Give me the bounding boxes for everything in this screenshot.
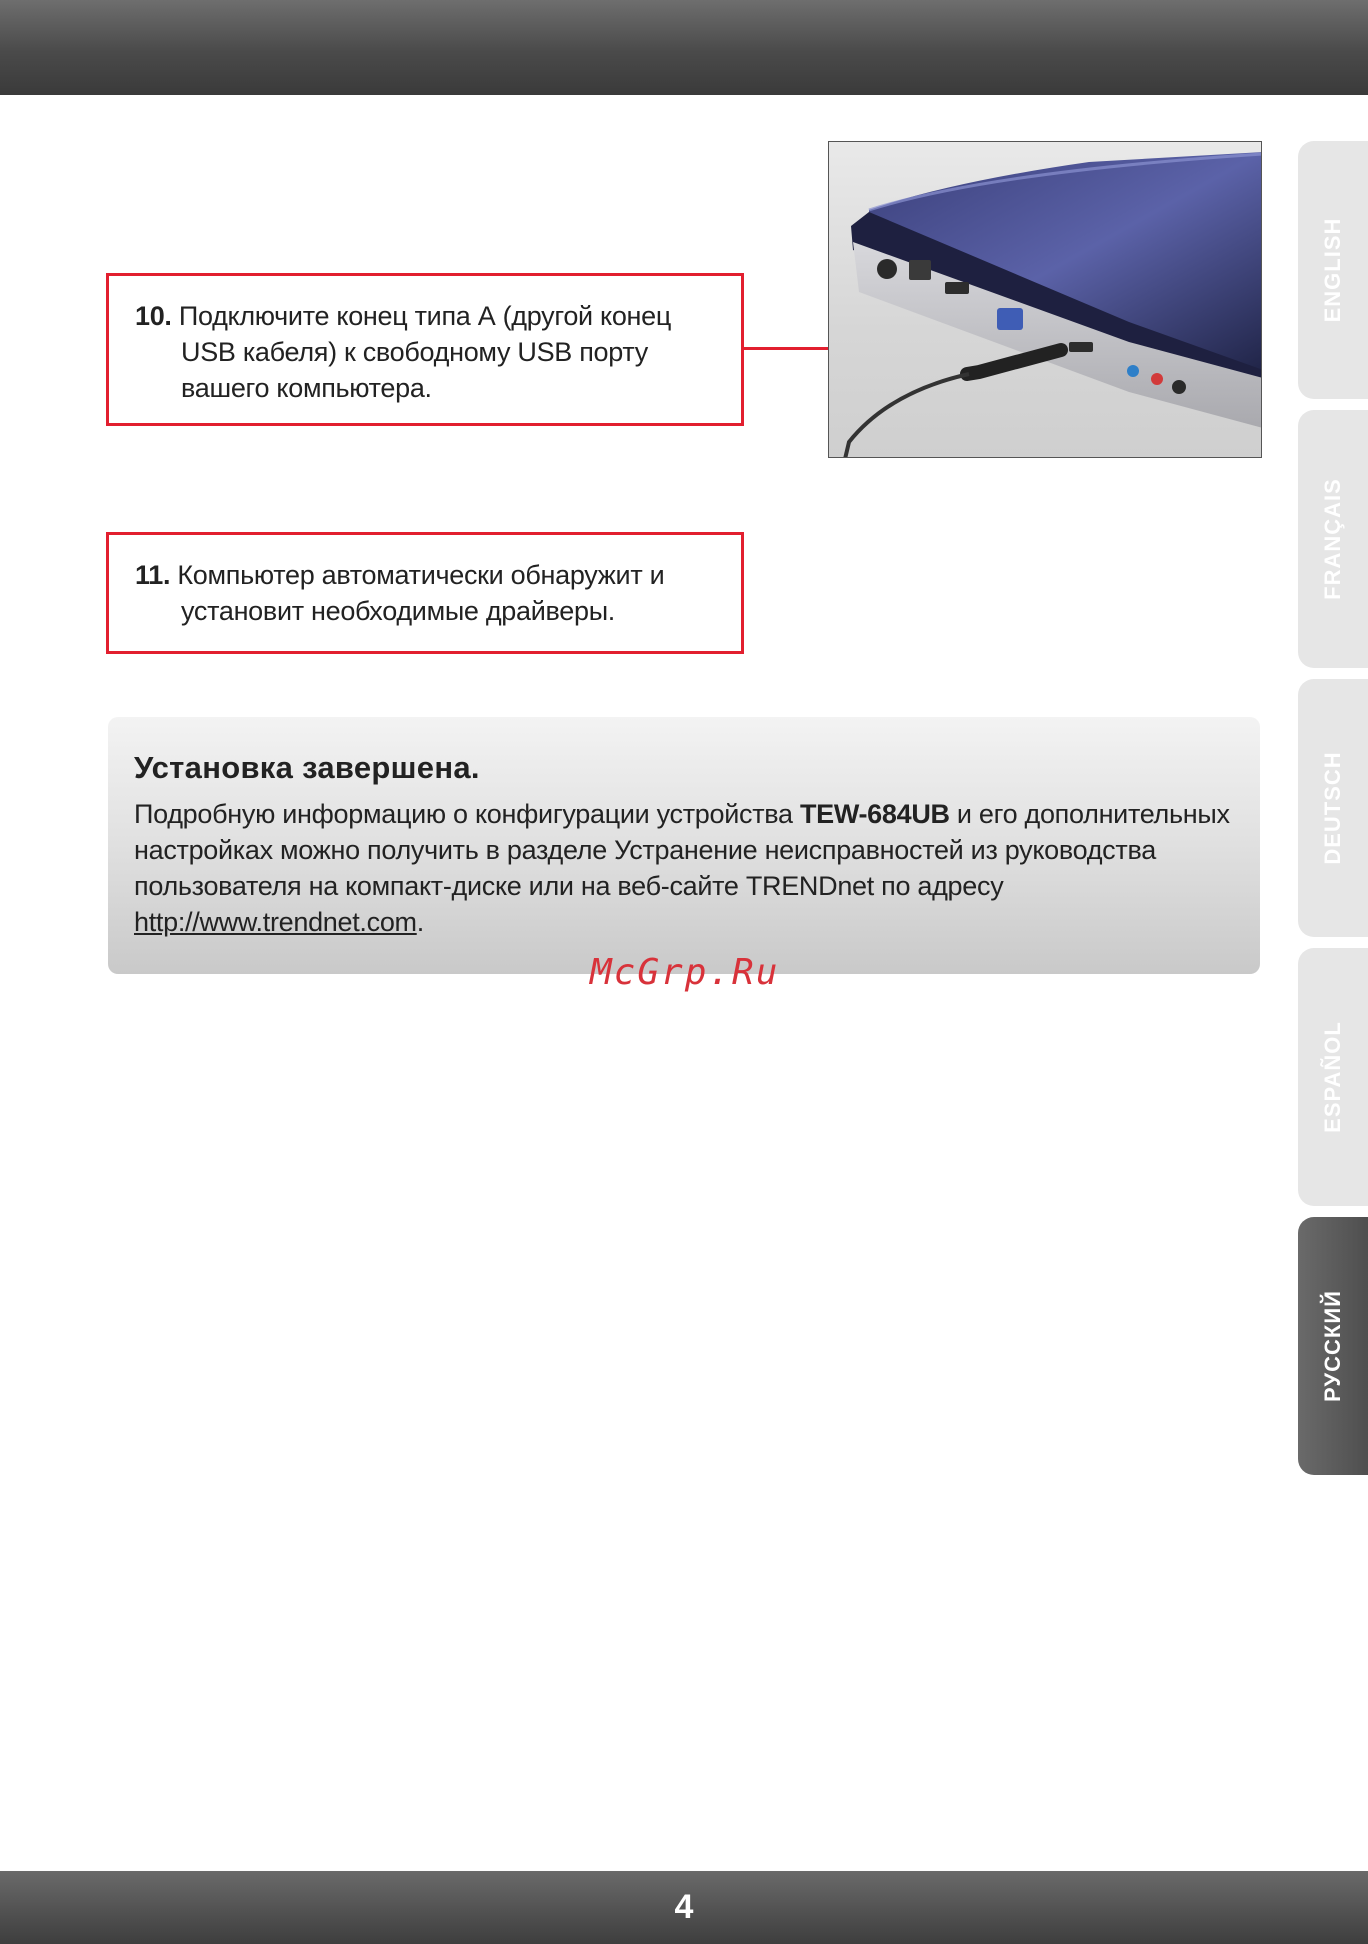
info-title: Установка завершена. — [134, 750, 480, 785]
tab-francais[interactable] — [1298, 410, 1368, 668]
step-10-number: 10. — [135, 301, 172, 331]
step-11-description: Компьютер автоматически обнаружит и установит необходимые драйверы. — [177, 560, 665, 626]
step-11-text — [135, 557, 721, 629]
footer-bar — [0, 1871, 1368, 1944]
installation-complete-box — [108, 717, 1260, 974]
tab-english-label: ENGLISH — [1320, 217, 1345, 323]
info-text-part1: Подробную информацию о конфигурации устройства — [134, 799, 800, 829]
step-11-number: 11. — [135, 560, 171, 590]
tab-francais-label: FRANÇAIS — [1320, 478, 1345, 600]
laptop-usb-photo — [828, 141, 1262, 458]
info-text — [134, 796, 1234, 940]
step-10-description: Подключите конец типа А (другой конец USB кабеля) к свободному USB порту вашего компьютера. — [178, 301, 672, 403]
tab-deutsch-label: DEUTSCH — [1320, 751, 1345, 865]
step-10-box — [106, 273, 744, 426]
tab-espanol[interactable] — [1298, 948, 1368, 1206]
watermark: McGrp.Ru — [590, 952, 780, 993]
laptop-illustration — [829, 142, 1262, 458]
step-11-box — [106, 532, 744, 654]
info-text-end: . — [416, 907, 424, 937]
tab-deutsch[interactable] — [1298, 679, 1368, 937]
info-text-part2: и его дополнительных настройках можно получить в разделе Устранение неисправностей из руководства пользователя на компакт-диске или на веб-сайте TRENDnet по адресу — [134, 799, 1230, 901]
trendnet-link[interactable]: http://www.trendnet.com — [134, 907, 417, 937]
header-bar — [0, 0, 1368, 95]
tab-english[interactable] — [1298, 141, 1368, 399]
model-name: TEW-684UB — [799, 799, 950, 829]
step-10-text — [135, 298, 721, 406]
tab-russian-label: РУССКИЙ — [1320, 1290, 1345, 1402]
tab-espanol-label: ESPAÑOL — [1320, 1021, 1345, 1133]
page-number: 4 — [674, 1888, 694, 1926]
tab-russian[interactable] — [1298, 1217, 1368, 1475]
